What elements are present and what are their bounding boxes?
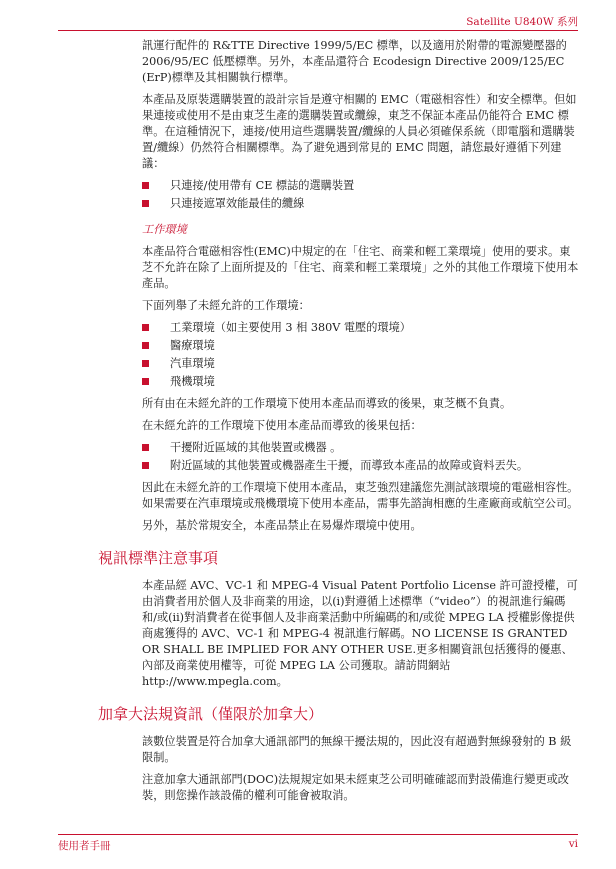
work-env-paragraph-5: 因此在未經允許的工作環境下使用本產品，東芝強烈建議您先測試該環境的電磁相容性。如果需要在汽車環境或飛機環境下使用本產品，需事先諮詢相應的生產廠商或航空公司。 bbox=[142, 481, 579, 510]
list-item: 干擾附近區域的其他裝置或機器 。 bbox=[142, 440, 580, 456]
header-rule bbox=[58, 30, 578, 31]
consequence-list bbox=[142, 440, 580, 474]
bullet-square-icon bbox=[142, 444, 149, 451]
canada-paragraph-1: 該數位裝置是符合加拿大通訊部門的無線干擾法規的，因此沒有超過對無線發射的 B 級限制。 bbox=[142, 735, 572, 764]
bullet-square-icon bbox=[142, 342, 149, 349]
list-item: 只連接遮罩效能最佳的纜線 bbox=[142, 196, 580, 212]
list-item: 工業環境（如主要使用 3 相 380V 電壓的環境） bbox=[142, 320, 580, 336]
video-paragraph-1: 本產品經 AVC、VC-1 和 MPEG-4 Visual Patent Portfolio License 許可證授權，可由消費者用於個人及非商業的用途，以(i)對遵循上述標準（“video”）的視訊進行編碼和/或(ii)對消費者在從事個人及非商業活動中所編碼的和/或從 MPEG LA 授權影像提供商處獲得的 AVC、VC-1 和 MPEG-4 視訊進行解碼。NO LICENSE IS GRANTED OR SHALL BE IMPLIED FOR ANY OTHER USE.更多相關資訊包括獲得的優惠、內部及商業使用權等，可從 MPEG LA 公司獲取。請訪問網站 http://www.mpegla.com。 bbox=[142, 579, 578, 688]
canada-regulatory-heading: 加拿大法規資訊（僅限於加拿大） bbox=[98, 705, 324, 723]
list-item: 飛機環境 bbox=[142, 374, 580, 390]
work-environment-subheading: 工作環境 bbox=[142, 223, 187, 236]
bullet-square-icon bbox=[142, 200, 149, 207]
bullet-square-icon bbox=[142, 360, 149, 367]
work-env-paragraph-3: 所有由在未經允許的工作環境下使用本產品而導致的後果，東芝概不負責。 bbox=[142, 397, 512, 410]
bullet-square-icon bbox=[142, 182, 149, 189]
header-title: Satellite U840W 系列 bbox=[466, 16, 578, 28]
page-number: vi bbox=[568, 838, 578, 850]
list-item: 附近區域的其他裝置或機器產生干擾，而導致本產品的故障或資料丟失。 bbox=[142, 458, 580, 474]
work-env-paragraph-4: 在未經允許的工作環境下使用本產品而導致的後果包括： bbox=[142, 419, 422, 432]
page-content bbox=[98, 38, 580, 810]
work-env-paragraph-1: 本產品符合電磁相容性(EMC)中規定的在「住宅、商業和輕工業環境」使用的要求。東芝不允許在除了上面所提及的「住宅、商業和輕工業環境」之外的其他工作環境下使用本產品。 bbox=[142, 245, 579, 290]
video-notice-heading: 視訊標準注意事項 bbox=[98, 549, 219, 567]
footer-manual-title: 使用者手冊 bbox=[58, 840, 111, 852]
bullet-square-icon bbox=[142, 378, 149, 385]
emc-recommendation-list bbox=[142, 178, 580, 212]
disallowed-environment-list bbox=[142, 320, 580, 390]
work-env-paragraph-2: 下面列舉了未經允許的工作環境： bbox=[142, 299, 310, 312]
bullet-square-icon bbox=[142, 462, 149, 469]
intro-paragraph-1: 訊運行配件的 R&TTE Directive 1999/5/EC 標準，以及適用於附帶的電源變壓器的 2006/95/EC 低壓標準。另外，本產品還符合 Ecodesign Directive 2009/125/EC (ErP)標準及其相關執行標準。 bbox=[142, 39, 567, 84]
intro-paragraph-2: 本產品及原裝選購裝置的設計宗旨是遵守相關的 EMC（電磁相容性）和安全標準。但如果連接或使用不是由東芝生產的選購裝置或纜線，東芝不保証本產品仍能符合 EMC 標準。在這種情況下，連接/使用這些選購裝置/纜線的人員必須確保系統（即電腦和選購裝置/纜線）仍然符合相關標準。為了避免遇到常見的 EMC 問題，請您最好遵循下列建議： bbox=[142, 93, 577, 170]
work-env-paragraph-6: 另外，基於常規安全，本產品禁止在易爆炸環境中使用。 bbox=[142, 519, 422, 532]
list-item: 醫療環境 bbox=[142, 338, 580, 354]
footer-rule bbox=[58, 834, 578, 835]
list-item: 汽車環境 bbox=[142, 356, 580, 372]
bullet-square-icon bbox=[142, 324, 149, 331]
list-item: 只連接/使用帶有 CE 標誌的選購裝置 bbox=[142, 178, 580, 194]
canada-paragraph-2: 注意加拿大通訊部門(DOC)法規規定如果未經東芝公司明確確認而對設備進行變更或改裝，則您操作該設備的權利可能會被取消。 bbox=[142, 773, 569, 802]
